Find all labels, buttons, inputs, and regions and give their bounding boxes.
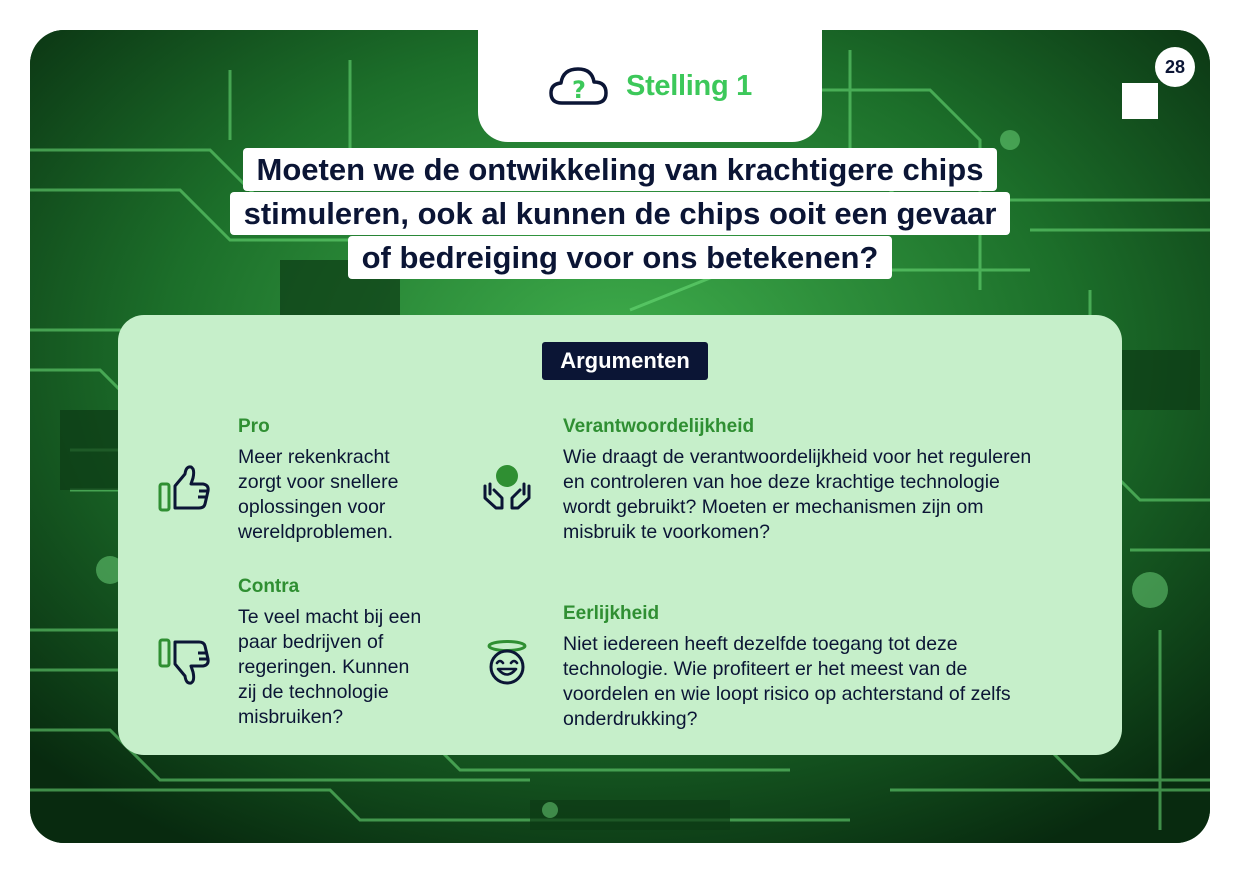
page-number-badge: 28 [1155, 47, 1195, 87]
hands-holding-icon [480, 462, 534, 512]
fairness-heading: Eerlijkheid [563, 603, 660, 624]
fairness-text: Niet iedereen heeft dezelfde toegang tot deze technologie. Wie profiteert er het meest van de voordelen en wie loopt risico op achterstand of zelfs onderdrukking? [563, 633, 1011, 730]
question-line-1: Moeten we de ontwikkeling van krachtigere chips [243, 148, 998, 191]
thumbs-up-icon [158, 462, 214, 514]
question-line-3: of bedreiging voor ons betekenen? [348, 236, 893, 279]
statement-header-tab [478, 30, 822, 142]
cloud-question-icon [548, 63, 610, 109]
responsibility-text: Wie draagt de verantwoordelijkheid voor het reguleren en controleren van hoe deze krachtige technologie wordt gebruikt? Moeten er mechanismen zijn om misbruik te voorkomen? [563, 446, 1032, 543]
pro-text: Meer rekenkracht zorgt voor snellere oplossingen voor wereldproblemen. [238, 446, 399, 543]
contra-heading: Contra [238, 576, 300, 597]
thumbs-down-icon [158, 636, 214, 688]
arguments-title: Argumenten [542, 342, 708, 380]
page-marker-square [1122, 83, 1158, 119]
contra-text: Te veel macht bij een paar bedrijven of regeringen. Kunnen zij de technologie misbruiken? [238, 606, 422, 728]
statement-question [160, 148, 1080, 280]
responsibility-heading: Verantwoordelijkheid [563, 416, 755, 437]
svg-text:?: ? [572, 76, 586, 104]
question-line-2: stimuleren, ook al kunnen de chips ooit een gevaar [230, 192, 1011, 235]
statement-title: Stelling 1 [626, 69, 752, 102]
pro-heading: Pro [238, 416, 270, 437]
angel-face-icon [484, 640, 530, 686]
